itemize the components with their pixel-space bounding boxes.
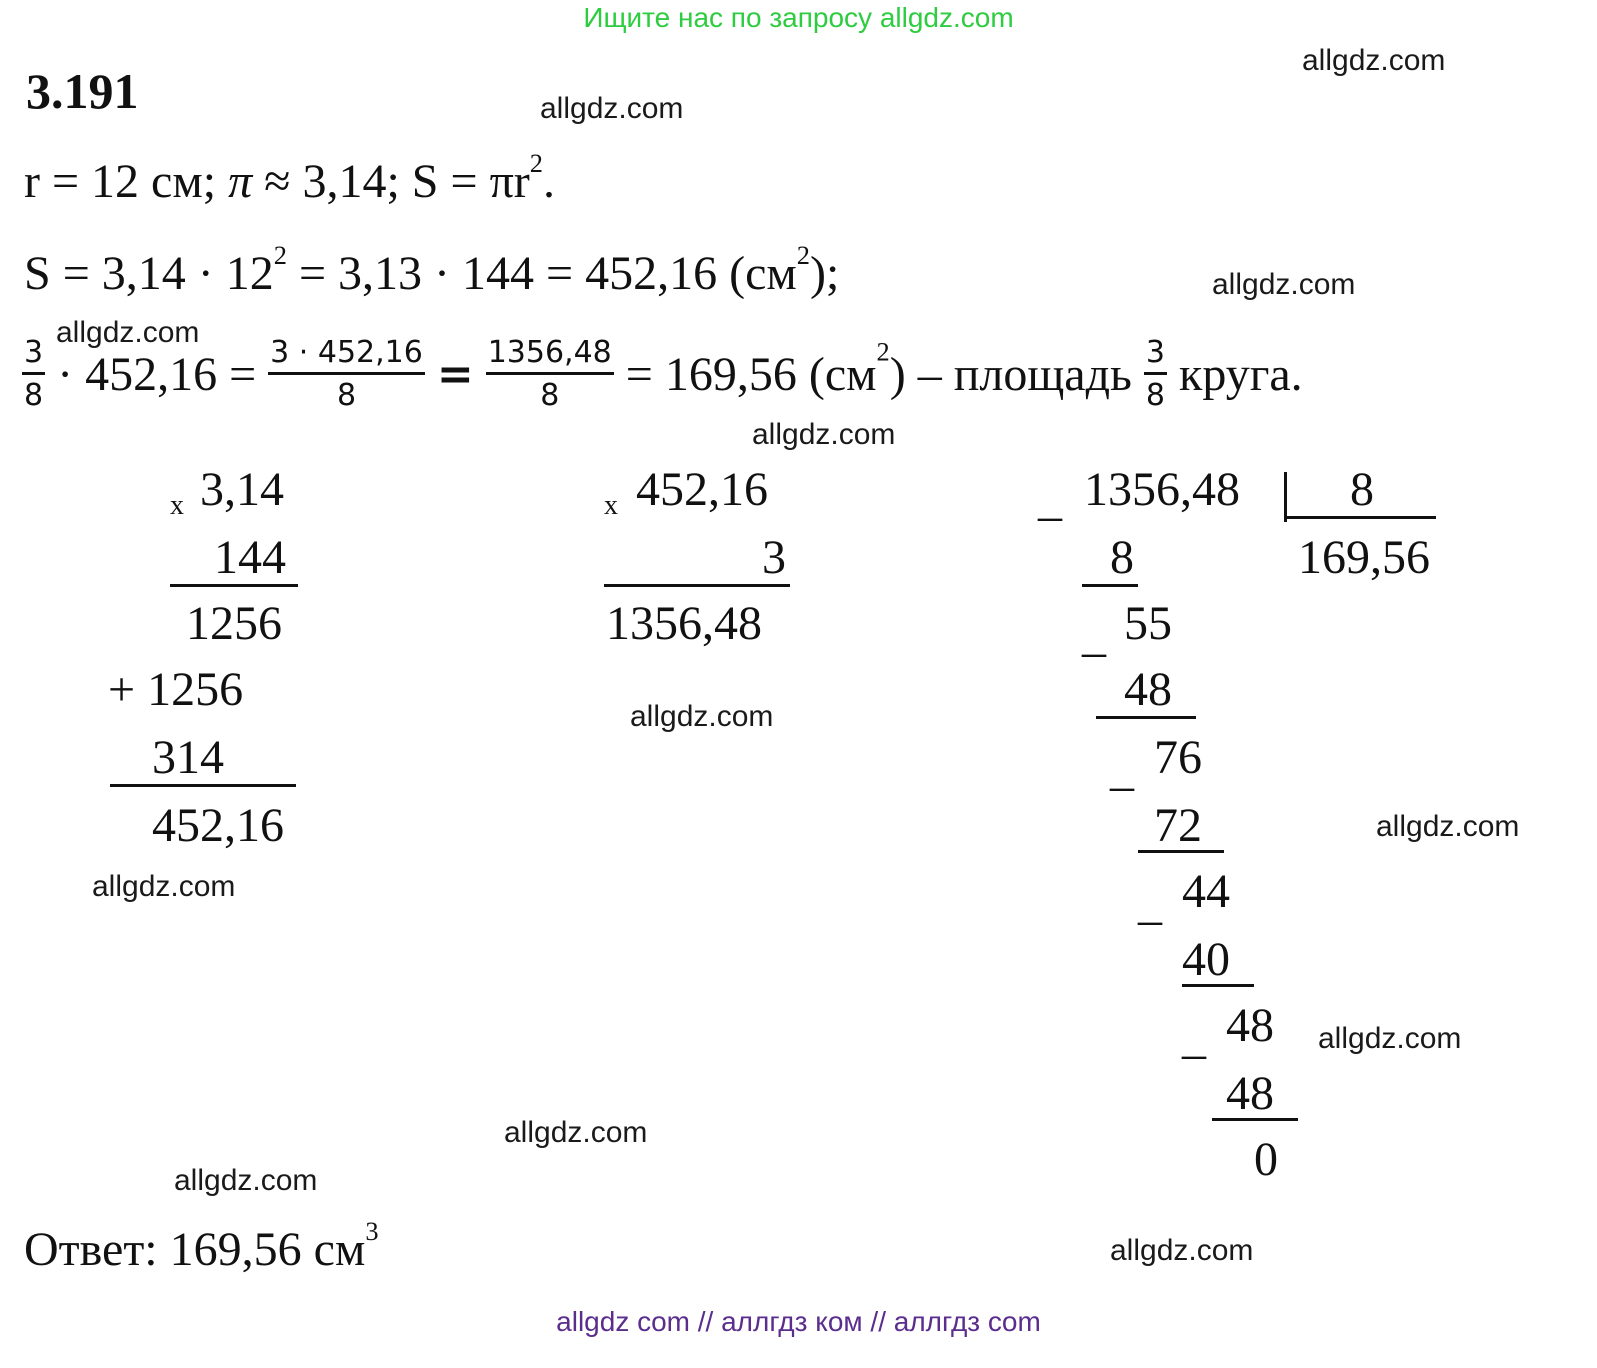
- fraction-product: $\frac{3 \cdot 452,16}{8}$: [270, 335, 423, 413]
- mult1-partial3: 314: [152, 731, 224, 784]
- fraction-tail: ) – площадь: [889, 348, 1132, 401]
- fraction-3-8: $\frac{3}{8}$: [24, 335, 44, 413]
- mult2-rule: [604, 584, 790, 587]
- div-step: 48: [1226, 999, 1274, 1052]
- mult1-partial1: 1256: [186, 597, 282, 650]
- area-line: [24, 239, 840, 301]
- div-remainder: 0: [1254, 1133, 1278, 1186]
- fraction-result: = 169,56 (см: [625, 348, 877, 401]
- watermark: allgdz.com: [174, 1164, 318, 1197]
- given-end: .: [543, 155, 555, 208]
- div-quotient: 169,56: [1298, 531, 1430, 584]
- div-rule: [1096, 716, 1196, 719]
- div-step: 76: [1154, 731, 1202, 784]
- div-minus: _: [1110, 743, 1134, 796]
- div-divisor-rule: [1284, 516, 1436, 519]
- div-step: 48: [1226, 1067, 1274, 1120]
- fraction-exp: 2: [876, 336, 890, 367]
- mult1-sign: x: [170, 490, 184, 521]
- area-part3: );: [809, 247, 840, 300]
- answer-line: [24, 1215, 379, 1277]
- div-step: 44: [1182, 865, 1230, 918]
- answer-exp: 3: [365, 1215, 379, 1246]
- mult1-rule1: [170, 584, 298, 587]
- watermark: allgdz.com: [540, 92, 684, 125]
- answer-text: Ответ: 169,56 см: [24, 1223, 366, 1276]
- fraction-3-8-circle: $\frac{3}{8}$: [1145, 335, 1165, 413]
- problem-number: 3.191: [26, 63, 139, 119]
- div-rule: [1082, 584, 1138, 587]
- watermark: allgdz.com: [1212, 268, 1356, 301]
- watermark: allgdz.com: [630, 700, 774, 733]
- mult2-b: 3: [762, 531, 786, 584]
- area-exp1: 2: [273, 239, 287, 270]
- div-step: 72: [1154, 799, 1202, 852]
- given-pi: π: [228, 155, 253, 208]
- watermark: allgdz.com: [92, 870, 236, 903]
- area-part1: S = 3,14 · 12: [24, 247, 274, 300]
- mult1-result: 452,16: [152, 799, 284, 852]
- mult1-rule2: [110, 784, 296, 787]
- mult1-b: 144: [214, 531, 286, 584]
- mult1-a: 3,14: [200, 463, 284, 516]
- mult2-a: 452,16: [636, 463, 768, 516]
- fraction-line: [22, 335, 1303, 438]
- div-step: 48: [1124, 663, 1172, 716]
- div-rule: [1212, 1118, 1298, 1121]
- area-part2: = 3,13 · 144 = 452,16 (см: [286, 247, 797, 300]
- watermark: allgdz.com: [504, 1116, 648, 1149]
- fraction-end: круга.: [1179, 348, 1303, 401]
- div-step: 40: [1182, 933, 1230, 986]
- div-step: 55: [1124, 597, 1172, 650]
- div-vline: [1284, 472, 1287, 522]
- footer-links[interactable]: allgdz com // аллгдз ком // аллгдз com: [556, 1306, 1041, 1337]
- given-approx: ≈ 3,14; S = πr: [264, 155, 530, 208]
- div-rule: [1138, 850, 1224, 853]
- div-dividend: 1356,48: [1084, 463, 1240, 516]
- mult2-sign: x: [604, 490, 618, 521]
- given-r: r = 12 см;: [24, 155, 217, 208]
- fraction-eq: =: [436, 349, 474, 400]
- watermark: allgdz.com: [1318, 1022, 1462, 1055]
- div-minus: _: [1038, 473, 1062, 526]
- watermark: allgdz.com: [752, 418, 896, 451]
- given-exp: 2: [529, 147, 543, 178]
- top-banner[interactable]: Ищите нас по запросу allgdz.com: [583, 2, 1014, 33]
- watermark: allgdz.com: [1302, 44, 1446, 77]
- mult1-partial2: + 1256: [108, 663, 244, 716]
- div-minus: _: [1138, 877, 1162, 930]
- given-line: [24, 147, 555, 209]
- div-minus: _: [1182, 1011, 1206, 1064]
- mult2-result: 1356,48: [606, 597, 762, 650]
- div-minus: _: [1082, 609, 1106, 662]
- area-exp2: 2: [796, 239, 810, 270]
- fraction-value: $\frac{1356,48}{8}$: [487, 335, 612, 413]
- fraction-mult: · 452,16 =: [57, 348, 257, 401]
- watermark: allgdz.com: [1376, 810, 1520, 843]
- watermark: allgdz.com: [1110, 1234, 1254, 1267]
- div-step: 8: [1110, 531, 1134, 584]
- watermark: allgdz.com: [56, 316, 200, 349]
- div-rule: [1182, 984, 1254, 987]
- div-divisor: 8: [1350, 463, 1374, 516]
